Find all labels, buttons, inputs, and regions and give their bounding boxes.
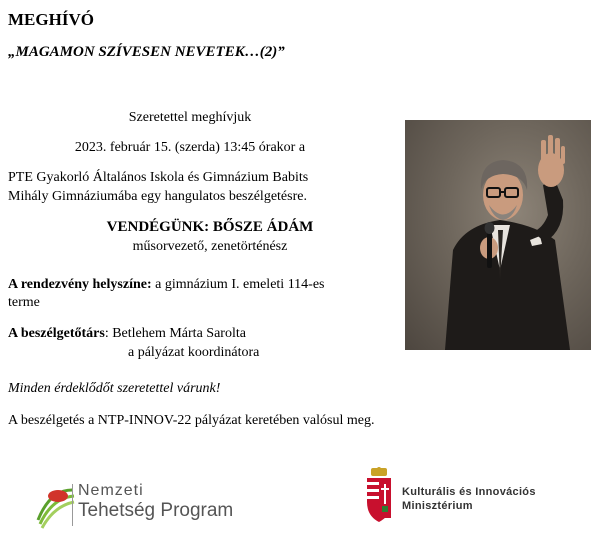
event-subtitle: „MAGAMON SZÍVESEN NEVETEK…(2)” xyxy=(8,44,285,60)
ntp-swoosh-icon xyxy=(36,480,76,532)
program-note: A beszélgetés a NTP-INNOV-22 pályázat keretében valósul meg. xyxy=(8,413,375,428)
guest-role: műsorvezető, zenetörténész xyxy=(132,239,288,254)
venue-value: a gimnázium I. emeleti 114-es xyxy=(151,277,325,292)
guest-line: VENDÉGÜNK: BŐSZE ÁDÁM xyxy=(106,219,314,235)
guest-photo-illustration xyxy=(405,120,591,350)
host-line xyxy=(8,324,246,343)
page-title: MEGHÍVÓ xyxy=(8,10,94,29)
place-line-2: Mihály Gimnáziumába egy hangulatos beszélgetésre. xyxy=(8,189,307,204)
host-label: A beszélgetőtárs xyxy=(8,326,105,341)
date-line: 2023. február 15. (szerda) 13:45 órakor a xyxy=(74,140,306,155)
host-value: : Betlehem Márta Sarolta xyxy=(104,326,246,341)
venue-line xyxy=(8,275,325,294)
logo-divider xyxy=(72,484,73,526)
welcome-line: Minden érdeklődőt szeretettel várunk! xyxy=(8,381,221,396)
ntp-logo xyxy=(36,480,246,532)
venue-label: A rendezvény helyszíne: xyxy=(8,277,152,292)
ntp-logo-line-2: Tehetség Program xyxy=(78,500,234,521)
coat-of-arms-icon xyxy=(364,466,394,526)
venue-line-2: terme xyxy=(8,295,40,310)
ministry-logo xyxy=(364,466,594,528)
invite-line: Szeretettel meghívjuk xyxy=(128,110,252,125)
ntp-logo-line-1: Nemzeti xyxy=(78,482,144,499)
ministry-line-2: Minisztérium xyxy=(402,500,473,512)
ministry-line-1: Kulturális és Innovációs xyxy=(402,486,536,498)
place-line-1: PTE Gyakorló Általános Iskola és Gimnázium Babits xyxy=(8,170,309,185)
guest-photo xyxy=(405,120,591,350)
host-role: a pályázat koordinátora xyxy=(128,345,260,360)
